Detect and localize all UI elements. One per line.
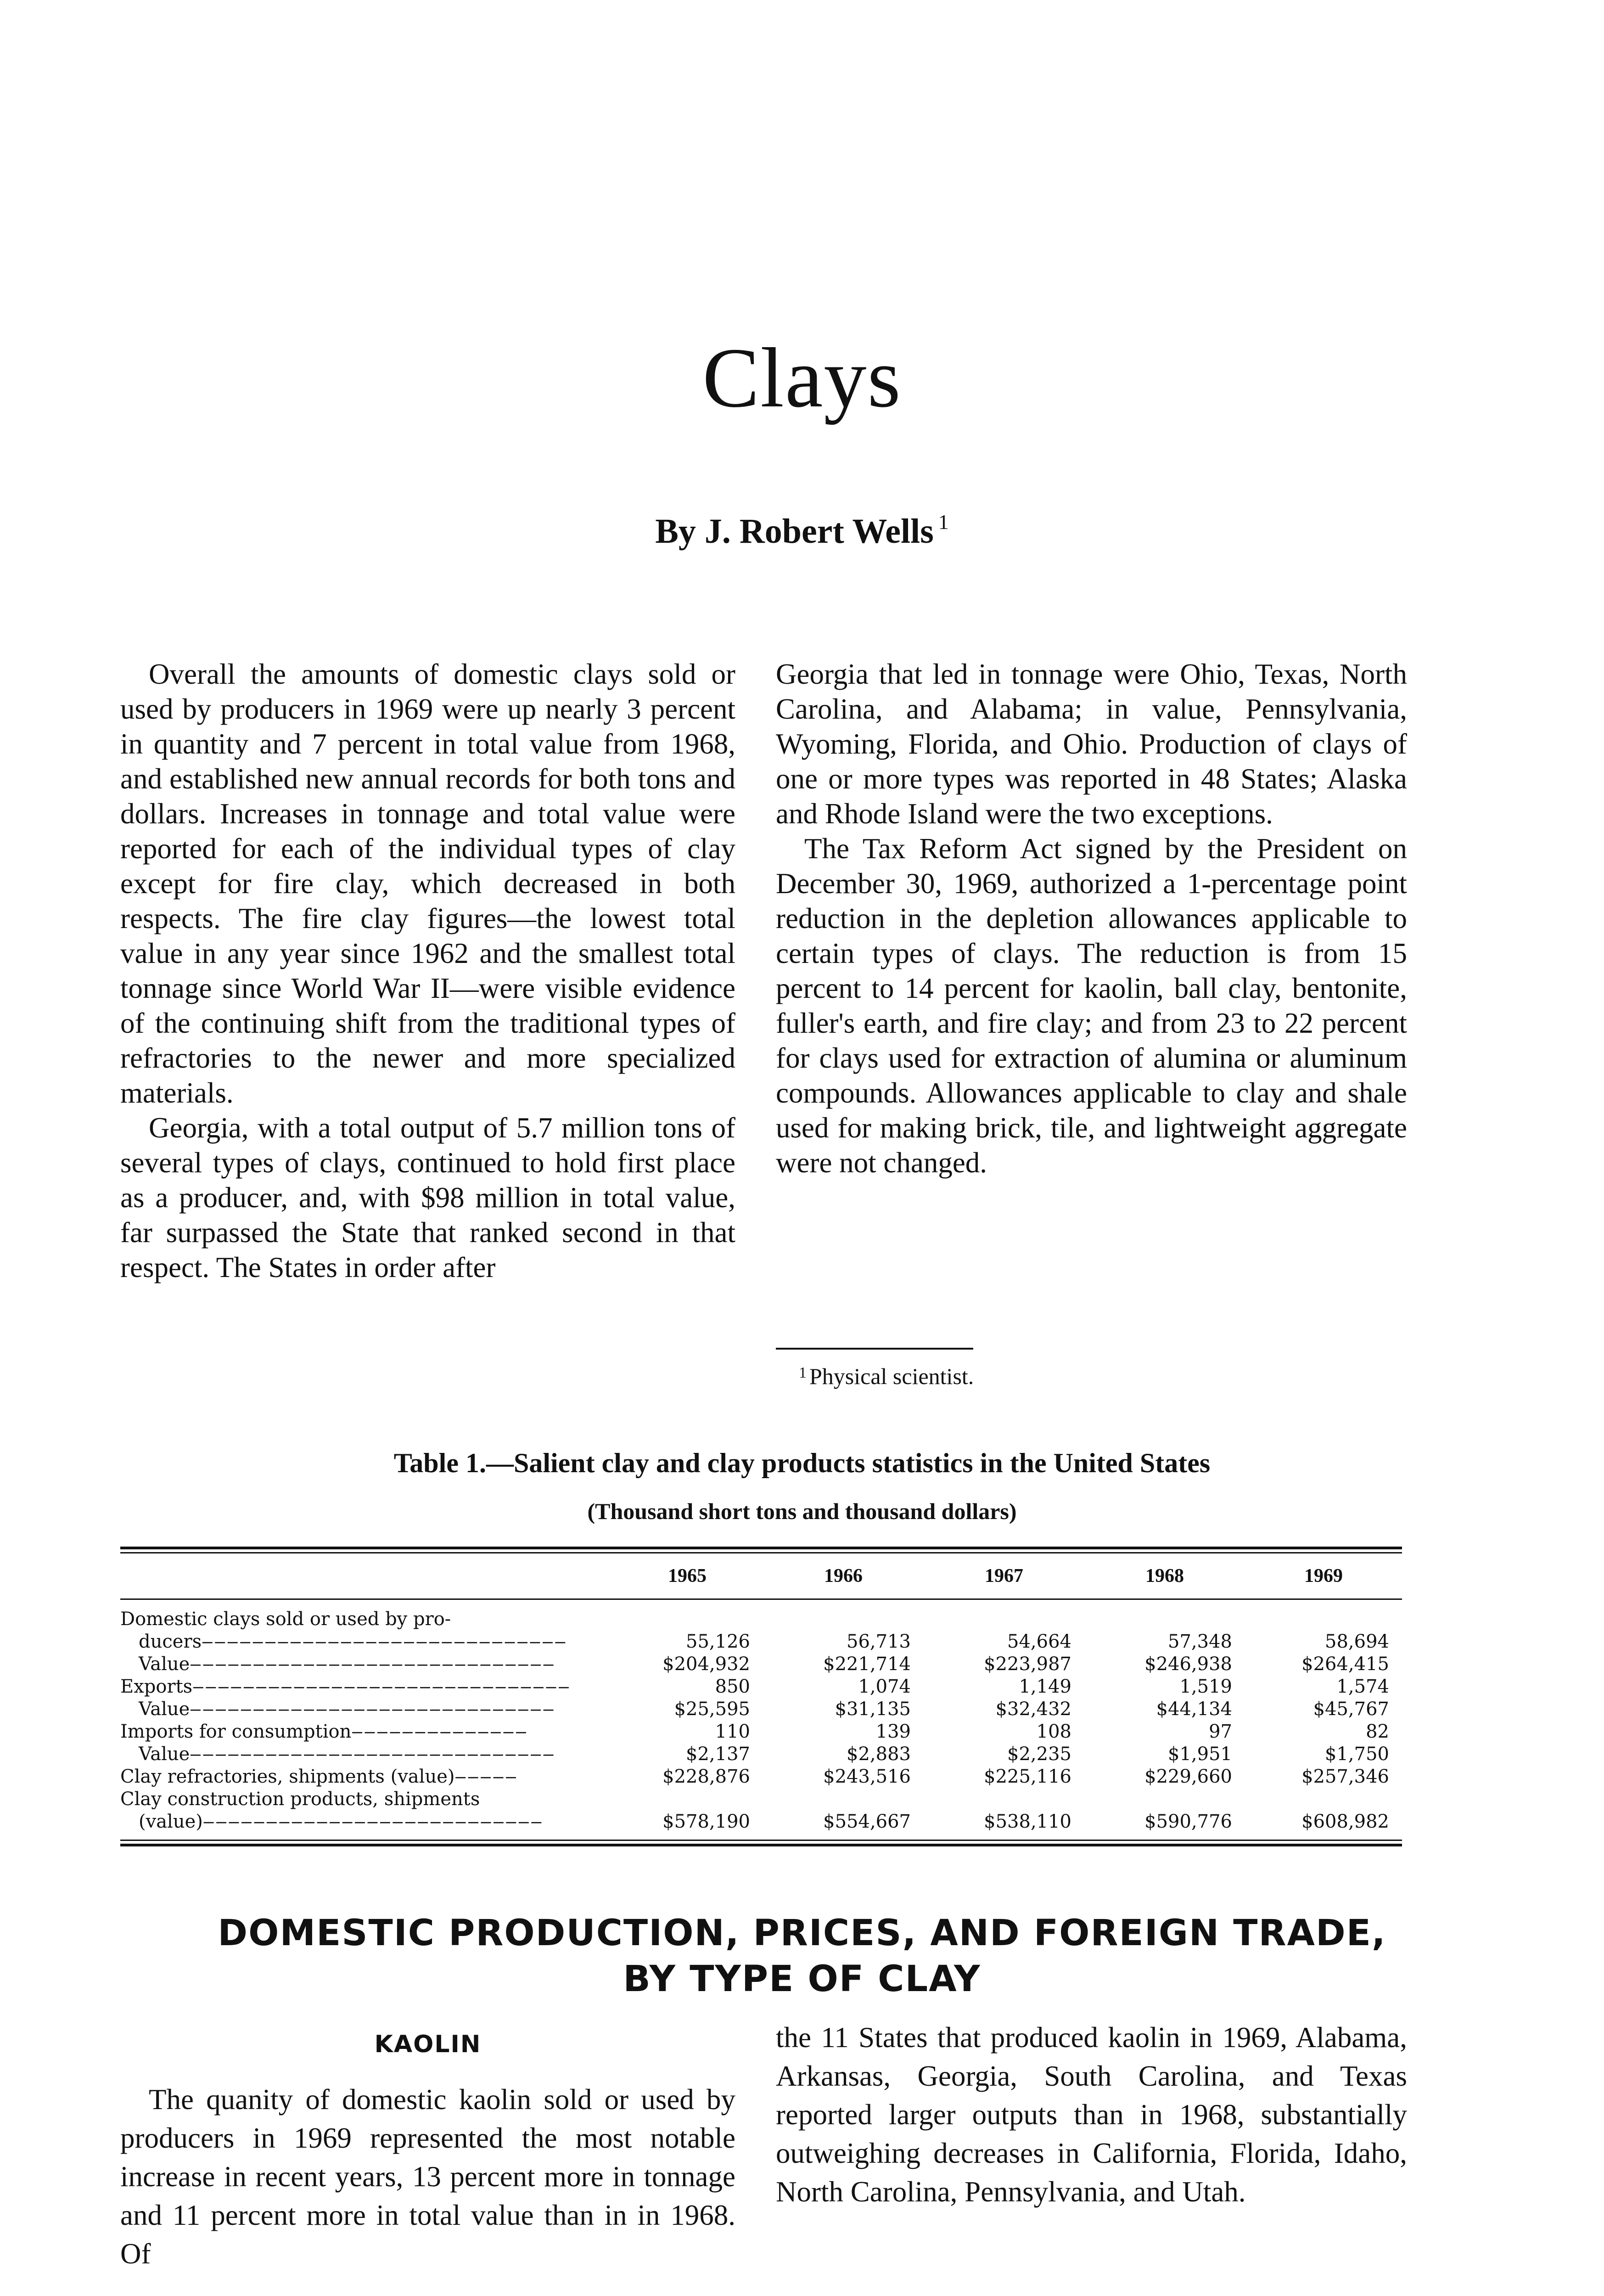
table-row <box>120 1653 1402 1676</box>
table-cell: 1,519 <box>1179 1676 1232 1697</box>
table-cell: $225,116 <box>984 1766 1071 1787</box>
row-label: Exports‒‒‒‒‒‒‒‒‒‒‒‒‒‒‒‒‒‒‒‒‒‒‒‒‒‒‒‒‒‒ <box>120 1676 571 1697</box>
row-label: Imports for consumption‒‒‒‒‒‒‒‒‒‒‒‒‒‒ <box>120 1721 528 1742</box>
table-title: Table 1.—Salient clay and clay products statistics in the United States <box>393 1448 1211 1478</box>
table-row <box>120 1788 1402 1811</box>
table-cell: $608,982 <box>1301 1811 1389 1832</box>
table-cell <box>1084 1788 1245 1811</box>
kaolin-right-column <box>776 2018 1407 2211</box>
table-cell: 55,126 <box>686 1631 750 1652</box>
row-label: ducers‒‒‒‒‒‒‒‒‒‒‒‒‒‒‒‒‒‒‒‒‒‒‒‒‒‒‒‒‒ <box>139 1631 567 1652</box>
table-cell: $2,235 <box>1007 1744 1071 1765</box>
table-cell: $223,987 <box>984 1654 1071 1675</box>
table-cell: 58,694 <box>1325 1631 1389 1652</box>
table-bottom-rule-heavy <box>120 1844 1402 1846</box>
row-label: Value‒‒‒‒‒‒‒‒‒‒‒‒‒‒‒‒‒‒‒‒‒‒‒‒‒‒‒‒‒ <box>139 1744 555 1765</box>
table-cell <box>1245 1600 1402 1631</box>
table-cell <box>924 1788 1084 1811</box>
table-row <box>120 1766 1402 1788</box>
table-cell: 56,713 <box>847 1631 911 1652</box>
row-label: Clay construction products, shipments <box>120 1789 480 1810</box>
table-cell <box>924 1600 1084 1631</box>
page-title: Clays <box>702 331 902 425</box>
footnote-number: 1 <box>799 1364 807 1381</box>
table-row <box>120 1721 1402 1743</box>
table-cell: $243,516 <box>823 1766 911 1787</box>
table-cell: $257,346 <box>1301 1766 1389 1787</box>
table-cell: $25,595 <box>674 1699 750 1720</box>
author-name: By J. Robert Wells <box>655 512 934 551</box>
column-header: 1966 <box>824 1565 863 1587</box>
kaolin-left-column <box>120 2080 735 2273</box>
table-cell: $246,938 <box>1144 1654 1232 1675</box>
table-cell: $204,932 <box>662 1654 750 1675</box>
section-heading <box>0 1910 1604 2002</box>
column-header <box>120 1553 611 1598</box>
table-cell: 139 <box>875 1721 911 1742</box>
table-row <box>120 1743 1402 1766</box>
paragraph: The Tax Reform Act signed by the President on December 30, 1969, authorized a 1-percentage point reduction in the depletion allowances applicable to certain types of clays. The reduction is from 15 percent to 14 percent for kaolin, ball clay, bentonite, fuller's earth, and fire clay; and from 23 to 22 percent for clays used for extraction of alumina or aluminum compounds. Allowances applicable to clay and shale used for making brick, tile, and lightweight aggregate were not changed. <box>776 833 1407 1179</box>
footnote-text: Physical scientist. <box>809 1363 974 1389</box>
table-cell <box>1245 1788 1402 1811</box>
paragraph: The quanity of domestic kaolin sold or used by producers in 1969 represented the most notable increase in recent years, 13 percent more in tonnage and 11 percent more in total value than in in 1968. Of <box>120 2083 735 2270</box>
table-cell: 1,574 <box>1336 1676 1389 1697</box>
table-cell: $2,137 <box>686 1744 750 1765</box>
subsection-heading: KAOLIN <box>374 2031 482 2058</box>
table-cell: 1,149 <box>1019 1676 1071 1697</box>
table-cell <box>611 1600 763 1631</box>
table-cell: $45,767 <box>1313 1699 1389 1720</box>
column-header: 1968 <box>1145 1565 1184 1587</box>
table-row <box>120 1631 1402 1653</box>
table-cell: 850 <box>715 1676 750 1697</box>
row-label: (value)‒‒‒‒‒‒‒‒‒‒‒‒‒‒‒‒‒‒‒‒‒‒‒‒‒‒‒ <box>139 1811 544 1832</box>
table-cell: 1,074 <box>858 1676 911 1697</box>
table-cell: $554,667 <box>823 1811 911 1832</box>
body-right-column <box>776 657 1407 1180</box>
column-header: 1965 <box>668 1565 707 1587</box>
column-header: 1967 <box>985 1565 1023 1587</box>
row-label: Domestic clays sold or used by pro- <box>120 1609 451 1630</box>
table-cell <box>611 1788 763 1811</box>
paragraph: Georgia that led in tonnage were Ohio, Texas, North Carolina, and Alabama; in value, Pennsylvania, Wyoming, Florida, and Ohio. Production of clays of one or more types was reported in 48 States; Alaska and Rhode Island were the two exceptions. <box>776 658 1407 830</box>
table-cell: $32,432 <box>995 1699 1071 1720</box>
table-row <box>120 1676 1402 1698</box>
table-row <box>120 1698 1402 1721</box>
table-cell: $538,110 <box>984 1811 1071 1832</box>
table-cell <box>1084 1600 1245 1631</box>
table-cell: 110 <box>715 1721 750 1742</box>
footnote-divider <box>776 1348 973 1350</box>
table-cell: $44,134 <box>1156 1699 1232 1720</box>
table-cell <box>763 1788 924 1811</box>
body-left-column <box>120 657 735 1285</box>
row-label: Value‒‒‒‒‒‒‒‒‒‒‒‒‒‒‒‒‒‒‒‒‒‒‒‒‒‒‒‒‒ <box>139 1699 555 1720</box>
table-cell: $1,750 <box>1325 1744 1389 1765</box>
table-cell <box>763 1600 924 1631</box>
table-row <box>120 1811 1402 1840</box>
table-cell: 97 <box>1209 1721 1232 1742</box>
table-cell: 54,664 <box>1007 1631 1071 1652</box>
footnote-mark: 1 <box>938 510 949 534</box>
section-heading-line: DOMESTIC PRODUCTION, PRICES, AND FOREIGN TRADE, <box>218 1913 1386 1954</box>
table-cell: 57,348 <box>1168 1631 1232 1652</box>
table-row <box>120 1600 1402 1631</box>
paragraph: Overall the amounts of domestic clays sold or used by producers in 1969 were up nearly 3 percent in quantity and 7 percent in total value from 1968, and established new annual records for both tons and dollars. Increases in tonnage and total value were reported for each of the individual types of clay except for fire clay, which decreased in both respects. The fire clay figures—the lowest total value in any year since 1962 and the smallest total tonnage since World War II—were visible evidence of the continuing shift from the traditional types of refractories to the newer and more specialized materials. <box>120 658 735 1109</box>
table-cell: $578,190 <box>662 1811 750 1832</box>
table-cell: 108 <box>1036 1721 1071 1742</box>
footnote <box>799 1363 974 1390</box>
column-header: 1969 <box>1304 1565 1343 1587</box>
row-label: Value‒‒‒‒‒‒‒‒‒‒‒‒‒‒‒‒‒‒‒‒‒‒‒‒‒‒‒‒‒ <box>139 1654 555 1675</box>
section-heading-line: BY TYPE OF CLAY <box>623 1958 981 2000</box>
table-header-row <box>120 1553 1402 1598</box>
table-cell: $228,876 <box>662 1766 750 1787</box>
paragraph: Georgia, with a total output of 5.7 million tons of several types of clays, continued to hold first place as a producer, and, with $98 million in total value, far surpassed the State that ranked second in that respect. The States in order after <box>120 1112 735 1283</box>
table-subtitle: (Thousand short tons and thousand dollars) <box>587 1498 1017 1524</box>
table-cell: $31,135 <box>835 1699 911 1720</box>
table-cell: 82 <box>1366 1721 1389 1742</box>
table-cell: $590,776 <box>1144 1811 1232 1832</box>
table-cell: $264,415 <box>1301 1654 1389 1675</box>
byline <box>0 510 1604 551</box>
table-cell: $1,951 <box>1168 1744 1232 1765</box>
paragraph: the 11 States that produced kaolin in 1969, Alabama, Arkansas, Georgia, South Carolina, and Texas reported larger outputs than in 1968, substantially outweighing decreases in California, Florida, Idaho, North Carolina, Pennsylvania, and Utah. <box>776 2021 1407 2208</box>
statistics-table <box>120 1547 1402 1846</box>
table-cell: $229,660 <box>1144 1766 1232 1787</box>
table-cell: $2,883 <box>847 1744 911 1765</box>
table-cell: $221,714 <box>823 1654 911 1675</box>
row-label: Clay refractories, shipments (value)‒‒‒‒‒ <box>120 1766 518 1787</box>
